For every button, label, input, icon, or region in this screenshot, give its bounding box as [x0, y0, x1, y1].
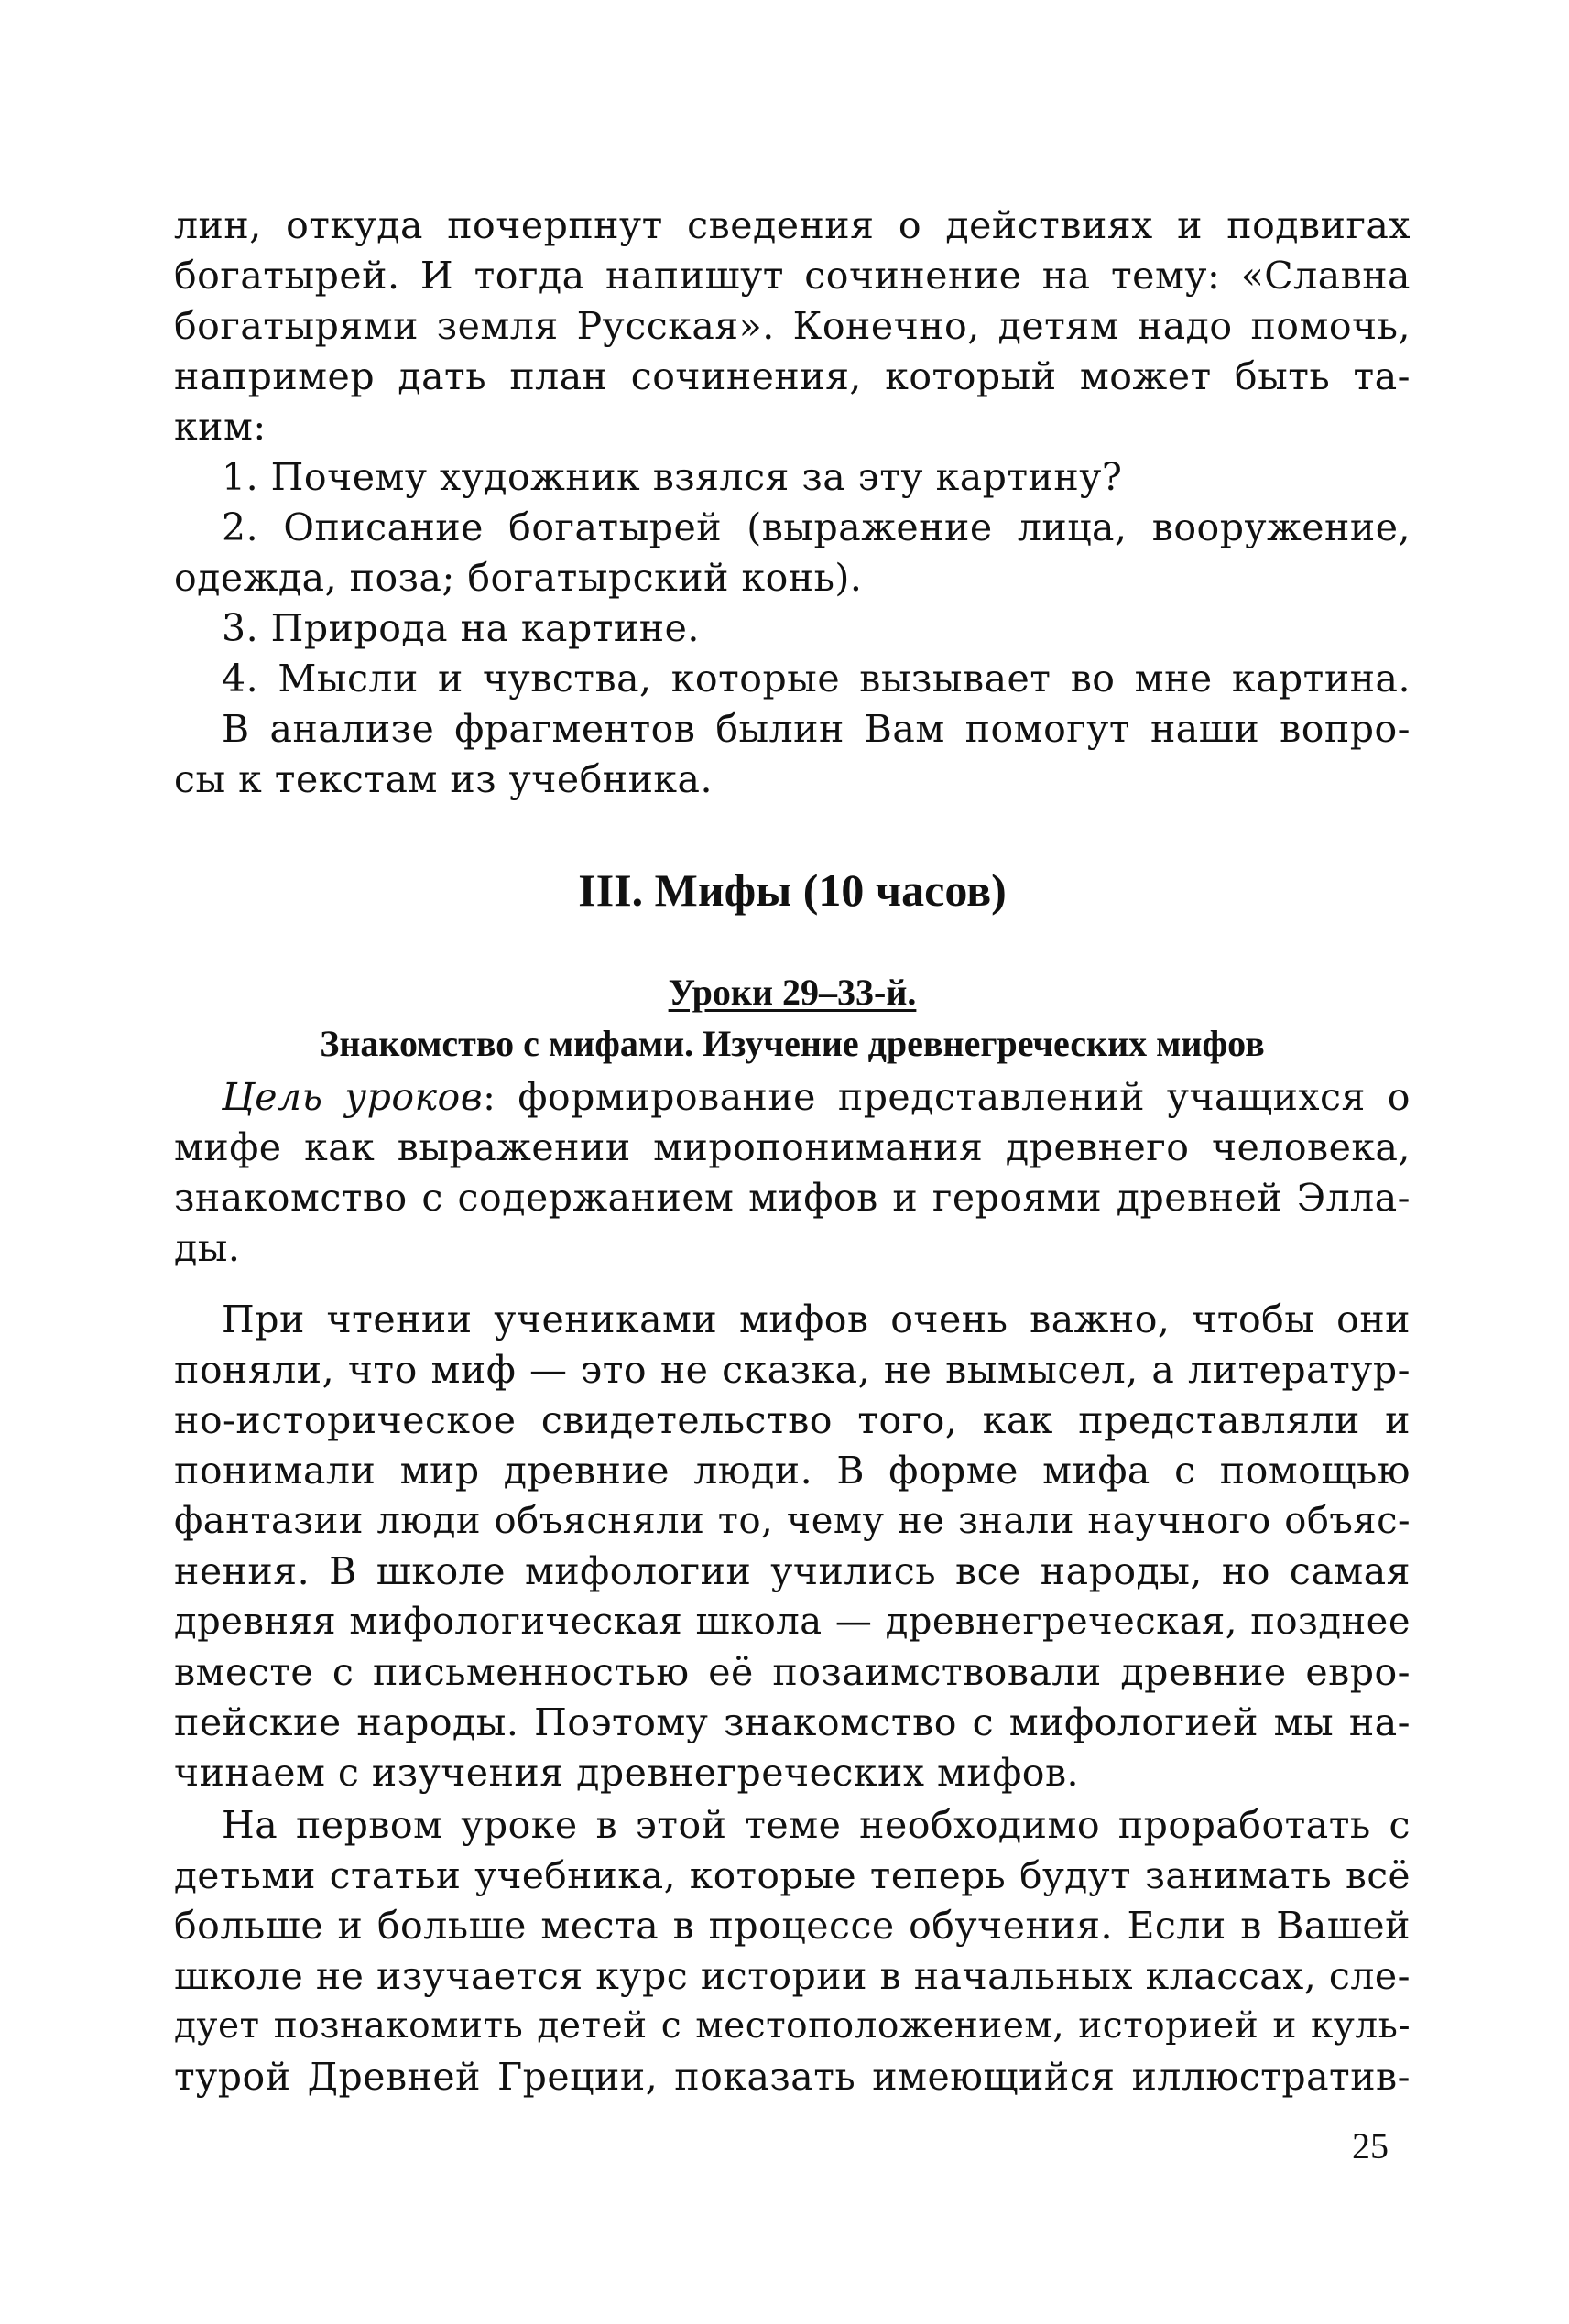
lesson-title: Знакомство с мифами. Изучение древнегреческих мифов: [320, 1023, 1265, 1064]
lesson-goal-text: : формирование представлений учащихся о: [483, 1075, 1411, 1119]
intro-line: например дать план сочинения, который может быть та-: [174, 354, 1411, 398]
plan-item: 3. Природа на картине.: [222, 606, 700, 650]
plan-item: 2. Описание богатырей (выражение лица, вооружение,: [222, 505, 1411, 549]
analysis-line: В анализе фрагментов былин Вам помогут наши вопро-: [222, 707, 1411, 751]
lesson-goal-line: ды.: [174, 1226, 241, 1270]
paragraph-line: На первом уроке в этой теме необходимо проработать с: [222, 1803, 1411, 1847]
paragraph-line: пейские народы. Поэтому знакомство с мифологией мы на-: [174, 1700, 1411, 1744]
paragraph-line: При чтении учениками мифов очень важно, чтобы они: [222, 1298, 1411, 1341]
paragraph-line: но-историческое свидетельство того, как представляли и: [174, 1398, 1411, 1442]
section-title: III. Мифы (10 часов): [578, 864, 1007, 916]
lesson-goal-line: [222, 1071, 1411, 1123]
paragraph-line: школе не изучается курс истории в начальных классах, сле-: [174, 1954, 1411, 1998]
paragraph-line: фантазии люди объясняли то, чему не знали научного объяс-: [174, 1500, 1411, 1542]
intro-line: лин, откуда почерпнут сведения о действиях и подвигах: [174, 203, 1411, 247]
paragraph-line: вместе с письменностью её позаимствовали древние евро-: [174, 1650, 1411, 1694]
paragraph-line: нения. В школе мифологии учились все народы, но самая: [174, 1549, 1411, 1593]
paragraph-line: больше и больше места в процессе обучения. Если в Вашей: [174, 1904, 1411, 1948]
lesson-goal-line: мифе как выражении миропонимания древнего человека,: [174, 1125, 1411, 1169]
paragraph-line: чинаем с изучения древнегреческих мифов.: [174, 1751, 1080, 1795]
plan-item: 4. Мысли и чувства, которые вызывает во мне картина.: [222, 657, 1411, 700]
paragraph-line: детьми статьи учебника, которые теперь будут занимать всё: [174, 1853, 1411, 1897]
lesson-goal-label: Цель уроков: [222, 1075, 484, 1119]
plan-item-continued: одежда, поза; богатырский конь).: [174, 556, 863, 600]
analysis-line: сы к текстам из учебника.: [174, 757, 714, 801]
lesson-goal-line: знакомство с содержанием мифов и героями древней Элла-: [174, 1176, 1411, 1220]
paragraph-line: турой Древней Греции, показать имеющийся иллюстратив-: [174, 2055, 1411, 2099]
paragraph-line: понимали мир древние люди. В форме мифа с помощью: [174, 1449, 1411, 1493]
lesson-number: [174, 969, 1411, 1016]
paragraph-line: поняли, что миф — это не сказка, не вымысел, а литератур-: [174, 1348, 1411, 1392]
page-number: 25: [1352, 2125, 1389, 2167]
intro-line: богатырей. И тогда напишут сочинение на тему: «Славна: [174, 254, 1411, 298]
lesson-number-text: Уроки 29–33-й.: [668, 972, 917, 1013]
text-column: [174, 0, 1411, 2324]
intro-line: ким:: [174, 405, 267, 449]
intro-line: богатырями земля Русская». Конечно, детям надо помочь,: [174, 304, 1411, 348]
paragraph-line: дует познакомить детей с местоположением, историей и куль-: [174, 2005, 1411, 2047]
plan-item: 1. Почему художник взялся за эту картину?: [222, 455, 1123, 499]
paragraph-line: древняя мифологическая школа — древнегреческая, позднее: [174, 1601, 1411, 1643]
